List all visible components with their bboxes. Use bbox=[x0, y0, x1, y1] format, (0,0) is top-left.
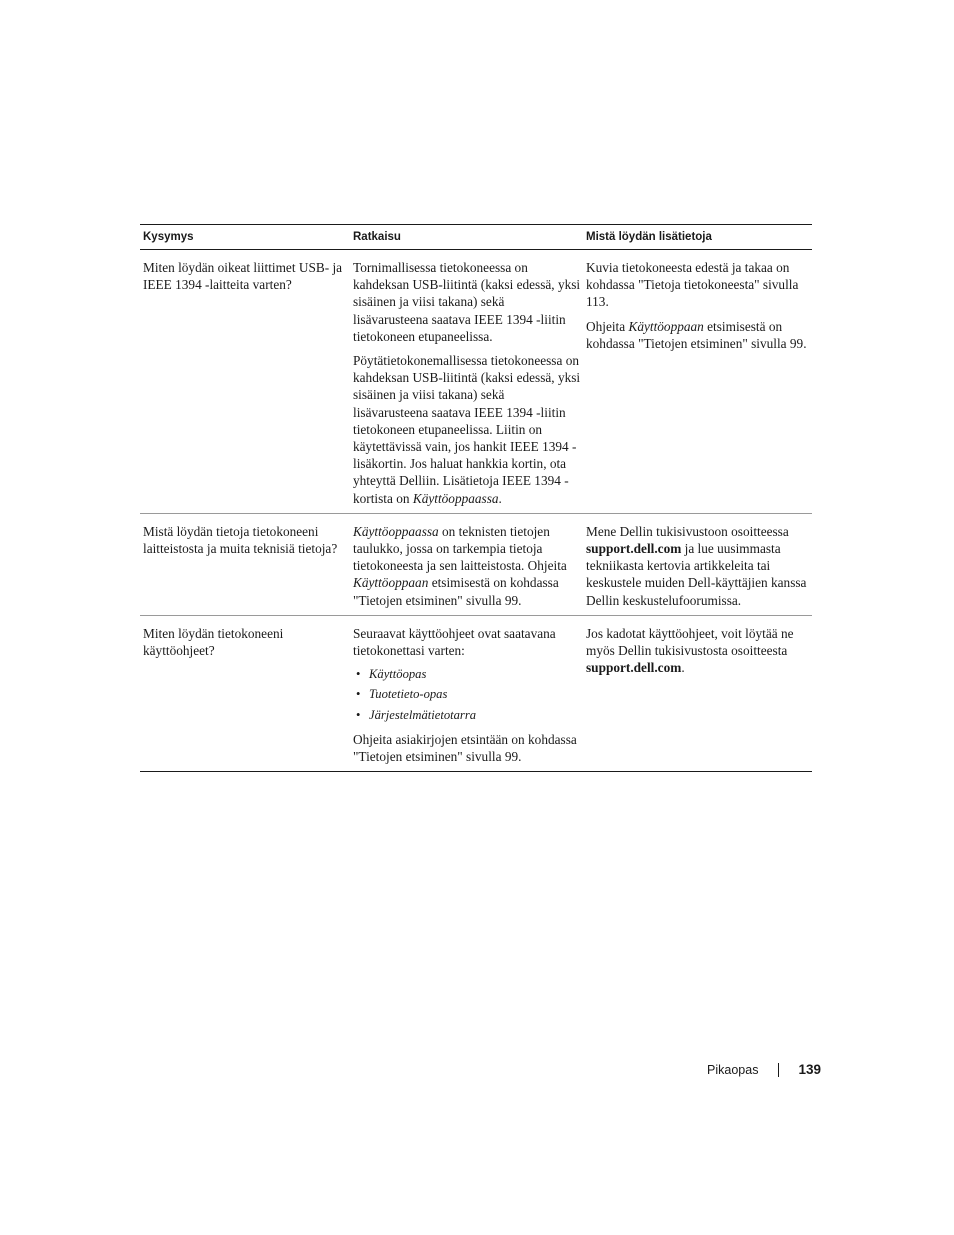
list-item bbox=[353, 707, 582, 724]
manual-title: Käyttöoppaassa bbox=[353, 523, 439, 539]
info-text: Mene Dellin tukisivustoon osoitteessa bbox=[586, 523, 789, 539]
solution-text: etsimisestä on kohdassa "Tietojen etsiminen" sivulla 99. bbox=[353, 575, 559, 608]
manual-title: Käyttöoppaan bbox=[353, 575, 429, 591]
solution-cell bbox=[353, 514, 586, 615]
info-cell bbox=[586, 250, 812, 513]
question-text: Miten löydän oikeat liittimet USB- ja IEEE 1394 -laitteita varten? bbox=[143, 260, 343, 293]
solution-cell bbox=[353, 616, 586, 771]
bullet-icon: • bbox=[356, 707, 361, 722]
info-cell bbox=[586, 514, 812, 615]
solution-cell bbox=[353, 250, 586, 513]
info-paragraph: Kuvia tietokoneesta edestä ja takaa on kohdassa "Tietoja tietokoneesta" sivulla 113. bbox=[586, 260, 799, 310]
manual-title: Tuotetieto-opas bbox=[369, 687, 448, 702]
table-header bbox=[140, 225, 812, 250]
manual-list bbox=[353, 666, 582, 724]
solution-text: on teknisten tietojen taulukko, jossa on tarkempia tietoja tietokoneesta ja sen laitteistosta. Ohjeita bbox=[353, 523, 567, 574]
list-item bbox=[353, 686, 582, 703]
question-cell bbox=[140, 250, 353, 513]
support-link[interactable]: support.dell.com bbox=[586, 541, 682, 557]
page-footer bbox=[707, 1062, 821, 1077]
punctuation: . bbox=[498, 490, 502, 506]
info-paragraph bbox=[586, 523, 812, 609]
bullet-icon: • bbox=[356, 687, 361, 702]
bullet-icon: • bbox=[356, 667, 361, 682]
page-number: 139 bbox=[798, 1062, 821, 1077]
header-solution: Ratkaisu bbox=[353, 231, 401, 243]
manual-title: Käyttöoppaassa bbox=[412, 490, 499, 506]
info-text: etsimisestä on kohdassa "Tietojen etsiminen" sivulla 99. bbox=[586, 318, 807, 351]
solution-paragraph: Ohjeita asiakirjojen etsintään on kohdassa "Tietojen etsiminen" sivulla 99. bbox=[353, 731, 577, 765]
footer-divider bbox=[778, 1063, 779, 1077]
question-text: Miten löydän tietokoneeni käyttöohjeet? bbox=[143, 625, 284, 659]
header-more-info: Mistä löydän lisätietoja bbox=[586, 231, 712, 243]
header-question: Kysymys bbox=[143, 231, 194, 243]
question-text: Mistä löydän tietoja tietokoneeni laitteistosta ja muita teknisiä tietoja? bbox=[143, 523, 338, 557]
table-row bbox=[140, 250, 812, 514]
support-link[interactable]: support.dell.com bbox=[586, 660, 682, 676]
solution-paragraph bbox=[353, 352, 582, 507]
manual-title: Järjestelmätietotarra bbox=[369, 707, 477, 722]
solution-paragraph: Tornimallisessa tietokoneessa on kahdeksan USB-liitintä (kaksi edessä, yksi sisäinen ja viisi takana) sekä lisävarusteena saatava IEEE 1394 -liitin tietokoneen etupaneelissa. bbox=[353, 260, 581, 344]
info-cell bbox=[586, 616, 812, 771]
question-cell bbox=[140, 514, 353, 615]
info-text: ja lue uusimmasta tekniikasta kertovia artikkeleita tai keskustele muiden Dell-käyttäjien kanssa Dellin keskustelufoorumissa. bbox=[586, 541, 807, 608]
faq-table bbox=[140, 224, 812, 772]
solution-paragraph bbox=[353, 523, 582, 609]
solution-text: Pöytätietokonemallisessa tietokoneessa on kahdeksan USB-liitintä (kaksi edessä, yksi sisäinen ja viisi takana) sekä lisävarusteena saatava IEEE 1394 -liitin tietokoneen etupaneelissa. Liitin on käytettävissä vain, jos hankit IEEE 1394 -lisäkortin. Jos haluat hankkia kortin, ota yhteyttä Delliin. Lisätietoja IEEE 1394 -kortista on bbox=[353, 353, 581, 506]
solution-paragraph: Seuraavat käyttöohjeet ovat saatavana tietokonettasi varten: bbox=[353, 625, 556, 659]
punctuation: . bbox=[681, 660, 685, 676]
table-row bbox=[140, 514, 812, 616]
info-text: Jos kadotat käyttöohjeet, voit löytää ne myös Dellin tukisivustosta osoitteesta bbox=[586, 625, 794, 659]
info-text: Ohjeita bbox=[586, 318, 626, 334]
question-cell bbox=[140, 616, 353, 771]
table-row bbox=[140, 616, 812, 771]
section-name: Pikaopas bbox=[707, 1062, 759, 1077]
manual-title: Käyttöoppaan bbox=[628, 318, 704, 334]
manual-title: Käyttöopas bbox=[369, 667, 427, 682]
list-item bbox=[353, 666, 582, 683]
info-paragraph bbox=[586, 318, 812, 352]
info-paragraph bbox=[586, 625, 812, 677]
